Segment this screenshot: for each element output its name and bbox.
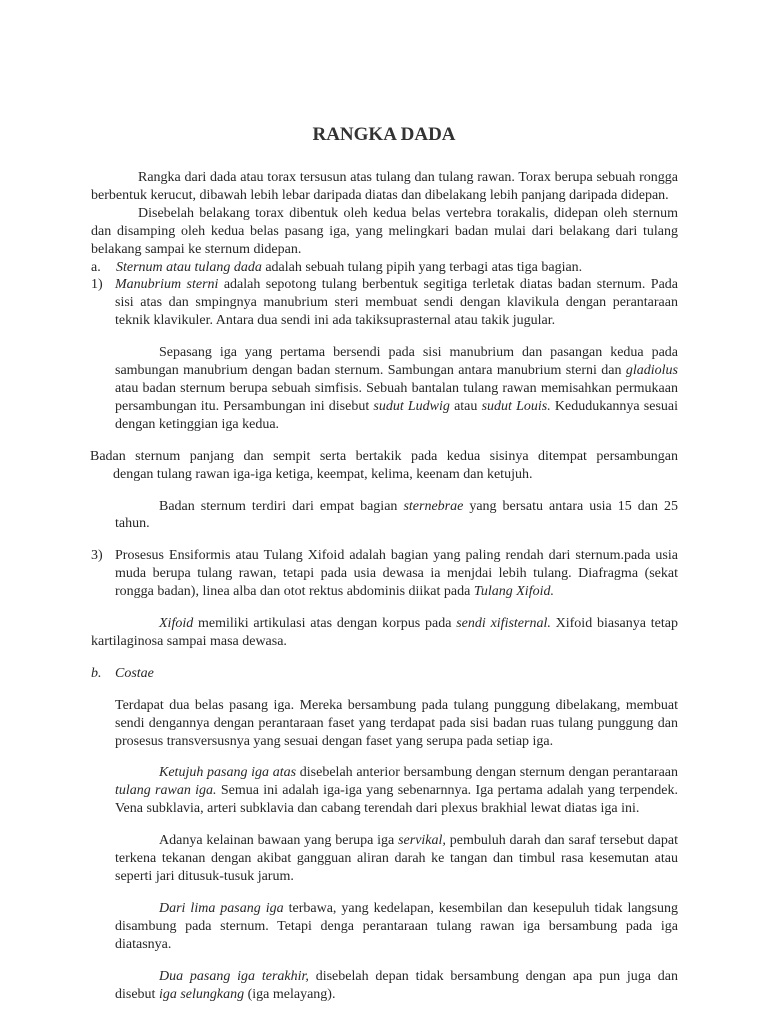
term-gladiolus: gladiolus <box>625 363 678 379</box>
section-b-heading <box>91 665 678 683</box>
text-line: Badan sternum panjang dan sempit serta bertakik pada kedua sisinya ditempat persambungan <box>90 448 678 464</box>
list-item-xifoid <box>91 547 678 601</box>
text-run: disebelah depan tidak bersambung dengan apa pun juga dan disebut <box>115 968 679 1002</box>
paragraph-intro: Rangka dari dada atau torax tersusun atas tulang dan tulang rawan. Torax berupa sebuah rongga berbentuk kerucut, dibawah lebih lebar daripada diatas dan dibelakang lebih panjang daripada didepan. <box>91 170 678 203</box>
paragraph-sternebrae <box>115 498 678 534</box>
paragraph-iga-atas <box>115 764 678 818</box>
paragraph-iga-servikal <box>115 832 678 886</box>
paragraph-torax-structure: Disebelah belakang torax dibentuk oleh kedua belas vertebra torakalis, didepan oleh sternum dan disamping oleh kedua belas pasang iga, yang melingkari badan mulai dari belakang dari tulang belakang sampai ke sternum didepan. <box>91 205 678 257</box>
paragraph-lima-pasang-iga <box>115 900 678 954</box>
text-run: Sepasang iga yang pertama bersendi pada sisi manubrium dan pasangan kedua pada sambungan manubrium dengan badan sternum. Sambungan antara manubrium sterni dan <box>115 345 678 379</box>
text-run: atau <box>449 398 482 414</box>
text-run: pembuluh darah dan saraf tersebut dapat terkena tekanan dengan akibat gangguan aliran darah ke tangan dan timbul rasa kesemutan atau seperti jari ditusuk-tusuk jarum. <box>115 833 678 884</box>
text-run: yang bersatu antara usia 15 dan 25 tahun. <box>115 498 678 532</box>
paragraph-badan-sternum <box>90 448 678 484</box>
list-marker: 1) <box>91 277 103 293</box>
text-run: memiliki artikulasi atas dengan korpus pada <box>193 616 457 632</box>
text-run: atau badan sternum berupa sebuah simfisis. Sebuah bantalan tulang rawan memisahkan permukaan persambungan itu. Persambungan ini disebut <box>115 380 678 414</box>
term-tulang-xifoid: Tulang Xifoid. <box>473 584 554 600</box>
text-run: (iga melayang). <box>244 986 336 1002</box>
paragraph-iga-sendi <box>115 344 678 434</box>
list-item-manubrium <box>91 276 678 330</box>
term-iga-terakhir: Dua pasang iga terakhir, <box>159 968 309 984</box>
section-term: Costae <box>115 665 154 681</box>
term-lima-pasang-iga: Dari lima pasang iga <box>159 900 284 916</box>
text-line: dengan tulang rawan iga-iga ketiga, keempat, kelima, keenam dan ketujuh. <box>113 466 533 482</box>
section-term: Sternum atau tulang dada <box>116 259 262 275</box>
page-title: RANGKA DADA <box>312 124 456 145</box>
section-marker: a. <box>91 259 101 275</box>
item-text: Prosesus Ensiformis atau Tulang Xifoid adalah bagian yang paling rendah dari sternum.pada usia muda berupa tulang rawan, tetapi pada usia dewasa ia menjdai lebih tulang. Diafragma (sekat rongga badan), linea alba dan otot rektus abdominis diikat pada <box>115 548 678 600</box>
document-body <box>91 169 678 1017</box>
term-sudut-ludwig: sudut Ludwig <box>373 398 450 414</box>
text-run: disebelah anterior bersambung dengan sternum dengan perantaraan <box>296 765 678 781</box>
text-run: Xifoid biasanya tetap kartilaginosa sampai masa dewasa. <box>91 616 678 649</box>
paragraph-costae-intro: Terdapat dua belas pasang iga. Mereka bersambung pada tulang punggung dibelakang, membuat sendi dengannya dengan perantaraan faset yang terdapat pada sisi badan ruas tulang punggung dan prosesus transversusnya yang sesuai dengan faset yang serupa pada setiap iga. <box>115 697 678 749</box>
term-manubrium: Manubrium sterni <box>115 277 219 293</box>
term-sudut-louis: sudut Louis. <box>481 398 551 414</box>
paragraph-iga-terakhir <box>115 968 678 1004</box>
paragraph-xifoid-artikulasi <box>91 615 678 651</box>
item-text: adalah sepotong tulang berbentuk segitiga terletak diatas badan sternum. Pada sisi atas dan smpingnya manubrium steri membuat sendi dengan klavikula dengan perantaraan teknik klavikuler. Antara dua sendi ini ada takiksuprasternal atau takik jugular. <box>115 277 679 329</box>
term-sendi-xifisternal: sendi xifisternal. <box>456 616 551 632</box>
text-run: Semua ini adalah iga-iga yang sebenarnnya. Iga pertama adalah yang terpendek. Vena subklavia, arteri subklavia dan cabang terendah dari plexus brakhial lewat diatas iga ini. <box>115 783 678 817</box>
text-run: Kedudukannya sesuai dengan ketinggian iga kedua. <box>115 398 678 432</box>
term-xifoid: Xifoid <box>159 616 194 632</box>
section-text: adalah sebuah tulang pipih yang terbagi atas tiga bagian. <box>261 259 583 275</box>
list-marker: 3) <box>91 548 103 564</box>
term-iga-selungkang: iga selungkang <box>158 986 245 1002</box>
text-run: terbawa, yang kedelapan, kesembilan dan kesepuluh tidak langsung disambung pada sternum. Tetapi denga perantaraan tulang rawan iga bersambung pada iga diatasnya. <box>115 900 679 952</box>
section-marker: b. <box>91 665 102 681</box>
text-run: Badan sternum terdiri dari empat bagian <box>159 498 404 514</box>
section-a-heading <box>91 259 678 277</box>
text-run: Adanya kelainan bawaan yang berupa iga <box>159 833 399 849</box>
term-servikal: servikal, <box>398 833 446 849</box>
term-iga-atas: Ketujuh pasang iga atas <box>159 765 297 781</box>
term-sternebrae: sternebrae <box>403 498 464 514</box>
term-tulang-rawan-iga: tulang rawan iga. <box>115 783 217 799</box>
